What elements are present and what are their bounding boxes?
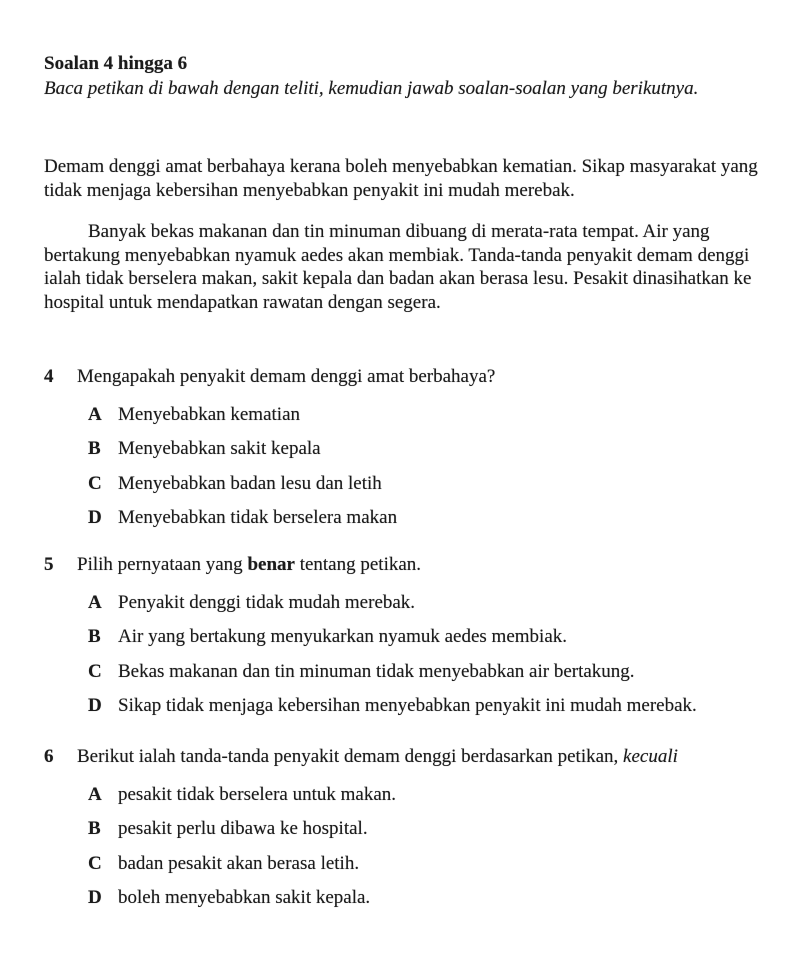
question-text: Mengapakah penyakit demam denggi amat berbahaya?	[77, 366, 496, 387]
option-row	[44, 403, 760, 427]
option-text: Bekas makanan dan tin minuman tidak menyebabkan air bertakung.	[118, 660, 635, 682]
option-letter: A	[88, 783, 102, 805]
option-text: Menyebabkan kematian	[118, 403, 301, 425]
question-text-prefix: Berikut ialah tanda-tanda penyakit demam denggi berdasarkan petikan,	[77, 746, 624, 767]
question-6	[44, 745, 760, 910]
option-letter: B	[88, 438, 101, 459]
question-5-header	[44, 553, 760, 577]
option-row	[44, 886, 760, 910]
option-text: badan pesakit akan berasa letih.	[118, 852, 360, 874]
option-letter: B	[88, 818, 101, 839]
question-text-italic: kecuali	[623, 746, 678, 767]
option-text: Menyebabkan tidak berselera makan	[118, 507, 398, 528]
question-number: 4	[44, 366, 54, 387]
option-letter: A	[88, 591, 102, 613]
option-text: Air yang bertakung menyukarkan nyamuk aedes membiak.	[118, 626, 567, 647]
option-letter: A	[88, 403, 102, 425]
option-letter: D	[88, 507, 102, 528]
option-row	[44, 660, 760, 684]
instruction-line: Baca petikan di bawah dengan teliti, kemudian jawab soalan-soalan yang berikutnya.	[44, 78, 699, 99]
option-text: pesakit perlu dibawa ke hospital.	[118, 818, 368, 839]
question-text-suffix: tentang petikan.	[294, 554, 422, 575]
question-5	[44, 553, 760, 718]
option-row	[44, 437, 760, 461]
question-4	[44, 365, 760, 530]
question-text	[77, 553, 760, 577]
question-6-header	[44, 745, 760, 769]
option-row	[44, 783, 760, 807]
passage-paragraph-2: Banyak bekas makanan dan tin minuman dibuang di merata-rata tempat. Air yang bertakung menyebabkan nyamuk aedes akan membiak. Tanda-tanda penyakit demam denggi ialah tidak berselera makan, sakit kepala dan badan akan berasa lesu. Pesakit dinasihatkan ke hospital untuk mendapatkan rawatan dengan segera.	[44, 221, 752, 313]
option-text: Penyakit denggi tidak mudah merebak.	[118, 591, 416, 613]
option-text: Sikap tidak menjaga kebersihan menyebabkan penyakit ini mudah merebak.	[118, 695, 697, 716]
option-letter: C	[88, 852, 102, 874]
option-row	[44, 506, 760, 530]
question-text-prefix: Pilih pernyataan yang	[77, 554, 248, 575]
option-row	[44, 591, 760, 615]
option-letter: C	[88, 472, 102, 494]
option-text: Menyebabkan badan lesu dan letih	[118, 472, 382, 494]
option-letter: B	[88, 626, 101, 647]
option-text: boleh menyebabkan sakit kepala.	[118, 887, 371, 908]
option-letter: D	[88, 887, 102, 908]
option-row	[44, 817, 760, 841]
option-row	[44, 625, 760, 649]
question-text-bold: benar	[247, 554, 295, 575]
question-number: 5	[44, 554, 54, 575]
page-title: Soalan 4 hingga 6	[44, 53, 188, 74]
question-text	[77, 745, 760, 769]
question-4-header	[44, 365, 760, 389]
option-letter: D	[88, 695, 102, 716]
option-letter: C	[88, 660, 102, 682]
passage-paragraph-1: Demam denggi amat berbahaya kerana boleh menyebabkan kematian. Sikap masyarakat yang tidak menjaga kebersihan menyebabkan penyakit ini mudah merebak.	[44, 156, 758, 201]
option-row	[44, 852, 760, 876]
question-number: 6	[44, 746, 54, 767]
option-text: pesakit tidak berselera untuk makan.	[118, 783, 397, 805]
option-row	[44, 472, 760, 496]
option-text: Menyebabkan sakit kepala	[118, 438, 321, 459]
option-row	[44, 694, 760, 718]
